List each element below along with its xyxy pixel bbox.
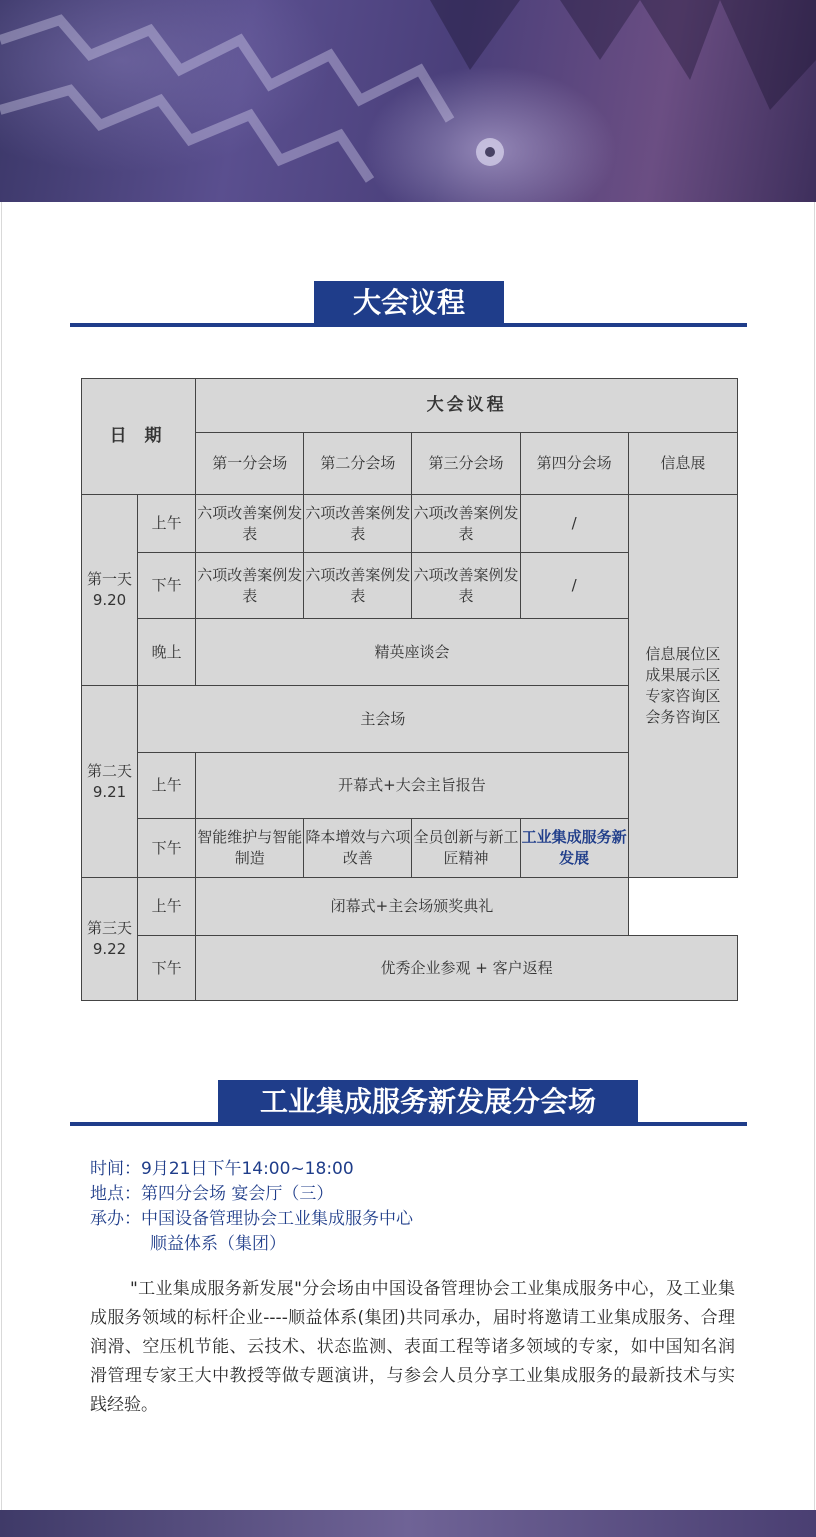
info-zone: 成果展示区	[645, 666, 721, 684]
meta-organizer-2: 顺益体系（集团）	[150, 1234, 286, 1254]
venue-header-3: 第三分会场	[412, 433, 520, 495]
day2-pm-venue3: 全员创新与新工匠精神	[412, 819, 520, 878]
empty-cell	[628, 878, 737, 936]
day3-cell	[82, 878, 138, 1001]
day1-pm-venue2: 六项改善案例发表	[304, 553, 412, 619]
day2-cell	[82, 686, 138, 878]
day1-pm-label: 下午	[138, 553, 196, 619]
venue-header-2: 第二分会场	[304, 433, 412, 495]
day1-eve-label: 晚上	[138, 619, 196, 686]
day1-am-venue4: /	[520, 495, 628, 553]
left-border	[1, 202, 2, 1510]
agenda-table-header: 大会议程	[196, 379, 738, 433]
subvenue-meta	[90, 1157, 740, 1257]
day2-pm-label: 下午	[138, 819, 196, 878]
date-header: 日 期	[82, 379, 196, 495]
header-banner-image	[0, 0, 816, 202]
agenda-title: 大会议程	[314, 281, 504, 327]
day3-pm-label: 下午	[138, 936, 196, 1001]
day2-pm-venue1: 智能维护与智能制造	[196, 819, 304, 878]
meta-organizer: 承办：中国设备管理协会工业集成服务中心	[90, 1209, 413, 1229]
day1-pm-venue4: /	[520, 553, 628, 619]
day3-date: 9.22	[92, 940, 127, 958]
day1-am-label: 上午	[138, 495, 196, 553]
day2-am-label: 上午	[138, 753, 196, 819]
day2-main-venue: 主会场	[138, 686, 629, 753]
venue-header-1: 第一分会场	[196, 433, 304, 495]
day2-pm-venue4: 工业集成服务新发展	[520, 819, 628, 878]
day2-am-event: 开幕式+大会主旨报告	[196, 753, 629, 819]
day1-am-venue3: 六项改善案例发表	[412, 495, 520, 553]
day1-label: 第一天	[87, 570, 133, 588]
subvenue-section-header	[70, 1078, 747, 1126]
day3-pm-event: 优秀企业参观 + 客户返程	[196, 936, 738, 1001]
info-zone: 信息展位区	[645, 645, 721, 663]
agenda-table	[81, 378, 738, 1001]
subvenue-description: "工业集成服务新发展"分会场由中国设备管理协会工业集成服务中心，及工业集成服务领域的标杆企业----顺益体系(集团)共同承办，届时将邀请工业集成服务、合理润滑、空压机节能、云技术、状态监测、表面工程等诸多领域的专家，如中国知名润滑管理专家王大中教授等做专题演讲，与参会人员分享工业集成服务的最新技术与实践经验。	[90, 1279, 735, 1415]
info-zones-cell	[628, 495, 737, 878]
day2-pm-venue2: 降本增效与六项改善	[304, 819, 412, 878]
day1-am-venue1: 六项改善案例发表	[196, 495, 304, 553]
day1-pm-venue3: 六项改善案例发表	[412, 553, 520, 619]
meta-time: 时间：9月21日下午14:00~18:00	[90, 1159, 354, 1179]
subvenue-title: 工业集成服务新发展分会场	[218, 1080, 638, 1126]
venue-header-info: 信息展	[628, 433, 737, 495]
day3-label: 第三天	[87, 919, 133, 937]
day1-eve-event: 精英座谈会	[196, 619, 629, 686]
footer-band	[0, 1510, 816, 1537]
day3-am-label: 上午	[138, 878, 196, 936]
agenda-section-header	[70, 278, 747, 327]
gear-decoration-icon	[0, 0, 816, 202]
day1-date: 9.20	[92, 591, 127, 609]
info-zone: 会务咨询区	[645, 708, 721, 726]
day1-am-venue2: 六项改善案例发表	[304, 495, 412, 553]
meta-place: 地点：第四分会场 宴会厅（三）	[90, 1184, 334, 1204]
day1-pm-venue1: 六项改善案例发表	[196, 553, 304, 619]
venue-header-4: 第四分会场	[520, 433, 628, 495]
day2-date: 9.21	[92, 782, 127, 801]
right-border	[814, 202, 815, 1510]
day3-am-event: 闭幕式+主会场颁奖典礼	[196, 878, 629, 936]
day2-label: 第二天	[87, 761, 133, 780]
day1-cell	[82, 495, 138, 686]
info-zone: 专家咨询区	[645, 687, 721, 705]
